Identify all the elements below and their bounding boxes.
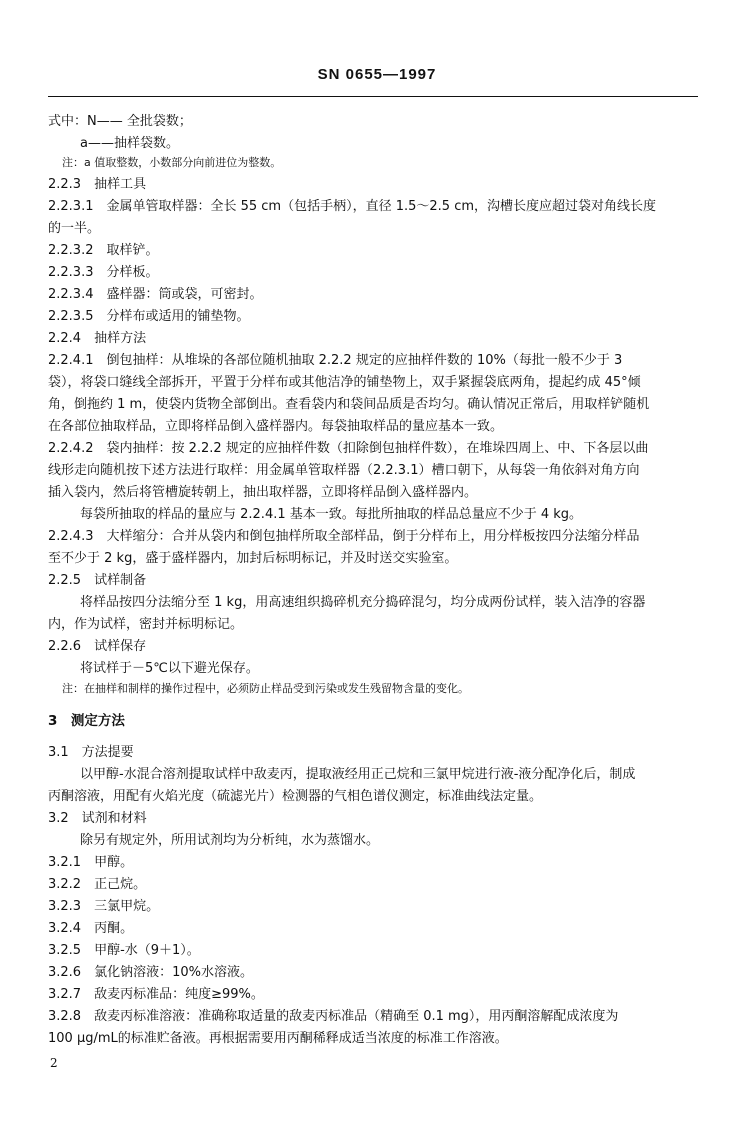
- text-line: 将样品按四分法缩分至 1 kg，用高速组织捣碎机充分捣碎混匀，均分成两份试样，装入洁净的容器: [80, 595, 646, 610]
- text-line: 内，作为试样，密封并标明标记。: [48, 617, 244, 632]
- text-line: 2.2.3.2 取样铲。: [48, 243, 159, 258]
- note-line: 注：a 值取整数，小数部分向前进位为整数。: [62, 156, 282, 169]
- text-line: 2.2.4.3 大样缩分：合并从袋内和倒包抽样所取全部样品，倒于分样布上，用分样板按四分法缩分样品: [48, 529, 640, 544]
- section-heading: 3.2 试剂和材料: [48, 811, 147, 826]
- chapter-heading: 3 测定方法: [48, 713, 125, 729]
- text-line: 丙酮溶液，用配有火焰光度（硫滤光片）检测器的气相色谱仪测定，标准曲线法定量。: [48, 789, 543, 804]
- text-line: 2.2.3.5 分样布或适用的铺垫物。: [48, 309, 250, 324]
- text-line: 3.2.4 丙酮。: [48, 921, 134, 936]
- text-line: 2.2.3.4 盛样器：筒或袋，可密封。: [48, 287, 263, 302]
- text-line: 式中：N—— 全批袋数；: [48, 114, 192, 129]
- text-line: 2.2.4.2 袋内抽样：按 2.2.2 规定的应抽样件数（扣除倒包抽样件数），在堆垛四周上、中、下各层以曲: [48, 441, 649, 456]
- text-line: 角，倒拖约 1 m，使袋内货物全部倒出。查看袋内和袋间品质是否均匀。确认情况正常后，用取样铲随机: [48, 397, 650, 412]
- text-line: 插入袋内，然后将管槽旋转朝上，抽出取样器，立即将样品倒入盛样器内。: [48, 485, 478, 500]
- text-line: 3.2.8 敌麦丙标准溶液：准确称取适量的敌麦丙标准品（精确至 0.1 mg），用丙酮溶解配成浓度为: [48, 1009, 619, 1024]
- text-line: 2.2.3.3 分样板。: [48, 265, 159, 280]
- text-line: 以甲醇-水混合溶剂提取试样中敌麦丙，提取液经用正己烷和三氯甲烷进行液-液分配净化后，制成: [80, 767, 636, 782]
- text-line: 3.2.1 甲醇。: [48, 855, 134, 870]
- text-line: 在各部位抽取样品，立即将样品倒入盛样器内。每袋抽取样品的量应基本一致。: [48, 419, 504, 434]
- section-heading: 2.2.6 试样保存: [48, 639, 147, 654]
- text-line: 的一半。: [48, 221, 101, 236]
- text-line: 每袋所抽取的样品的量应与 2.2.4.1 基本一致。每批所抽取的样品总量应不少于 4 kg。: [80, 507, 583, 522]
- text-line: 除另有规定外，所用试剂均为分析纯，水为蒸馏水。: [80, 833, 380, 848]
- page-number: 2: [50, 1056, 58, 1070]
- text-line: 3.2.5 甲醇-水（9＋1）。: [48, 943, 200, 958]
- text-line: 3.2.3 三氯甲烷。: [48, 899, 160, 914]
- text-line: 3.2.2 正己烷。: [48, 877, 147, 892]
- text-line: 2.2.3.1 金属单管取样器：全长 55 cm（包括手柄），直径 1.5～2.5 cm，沟槽长度应超过袋对角线长度: [48, 199, 657, 214]
- section-heading: 2.2.5 试样制备: [48, 573, 147, 588]
- text-line: 袋），将袋口缝线全部拆开，平置于分样布或其他洁净的铺垫物上，双手紧握袋底两角，提起约成 45°倾: [48, 375, 641, 390]
- note-line: 注：在抽样和制样的操作过程中，必须防止样品受到污染或发生残留物含量的变化。: [62, 682, 469, 695]
- text-line: 100 μg/mL的标准贮备液。再根据需要用丙酮稀释成适当浓度的标准工作溶液。: [48, 1031, 508, 1046]
- section-heading: 3.1 方法提要: [48, 745, 134, 760]
- text-line: 线形走向随机按下述方法进行取样：用金属单管取样器（2.2.3.1）槽口朝下，从每袋一角依斜对角方向: [48, 463, 640, 478]
- text-line: 3.2.6 氯化钠溶液：10%水溶液。: [48, 965, 253, 980]
- page-header: SN 0655—1997: [317, 66, 437, 83]
- text-line: a——抽样袋数。: [80, 136, 179, 151]
- header-rule: [48, 96, 698, 97]
- section-heading: 2.2.3 抽样工具: [48, 177, 147, 192]
- text-line: 3.2.7 敌麦丙标准品：纯度≥99%。: [48, 987, 264, 1002]
- text-line: 将试样于－5℃以下避光保存。: [80, 661, 259, 676]
- text-line: 至不少于 2 kg，盛于盛样器内，加封后标明标记，并及时送交实验室。: [48, 551, 458, 566]
- section-heading: 2.2.4 抽样方法: [48, 331, 147, 346]
- text-line: 2.2.4.1 倒包抽样：从堆垛的各部位随机抽取 2.2.2 规定的应抽样件数的 10%（每批一般不少于 3: [48, 353, 623, 368]
